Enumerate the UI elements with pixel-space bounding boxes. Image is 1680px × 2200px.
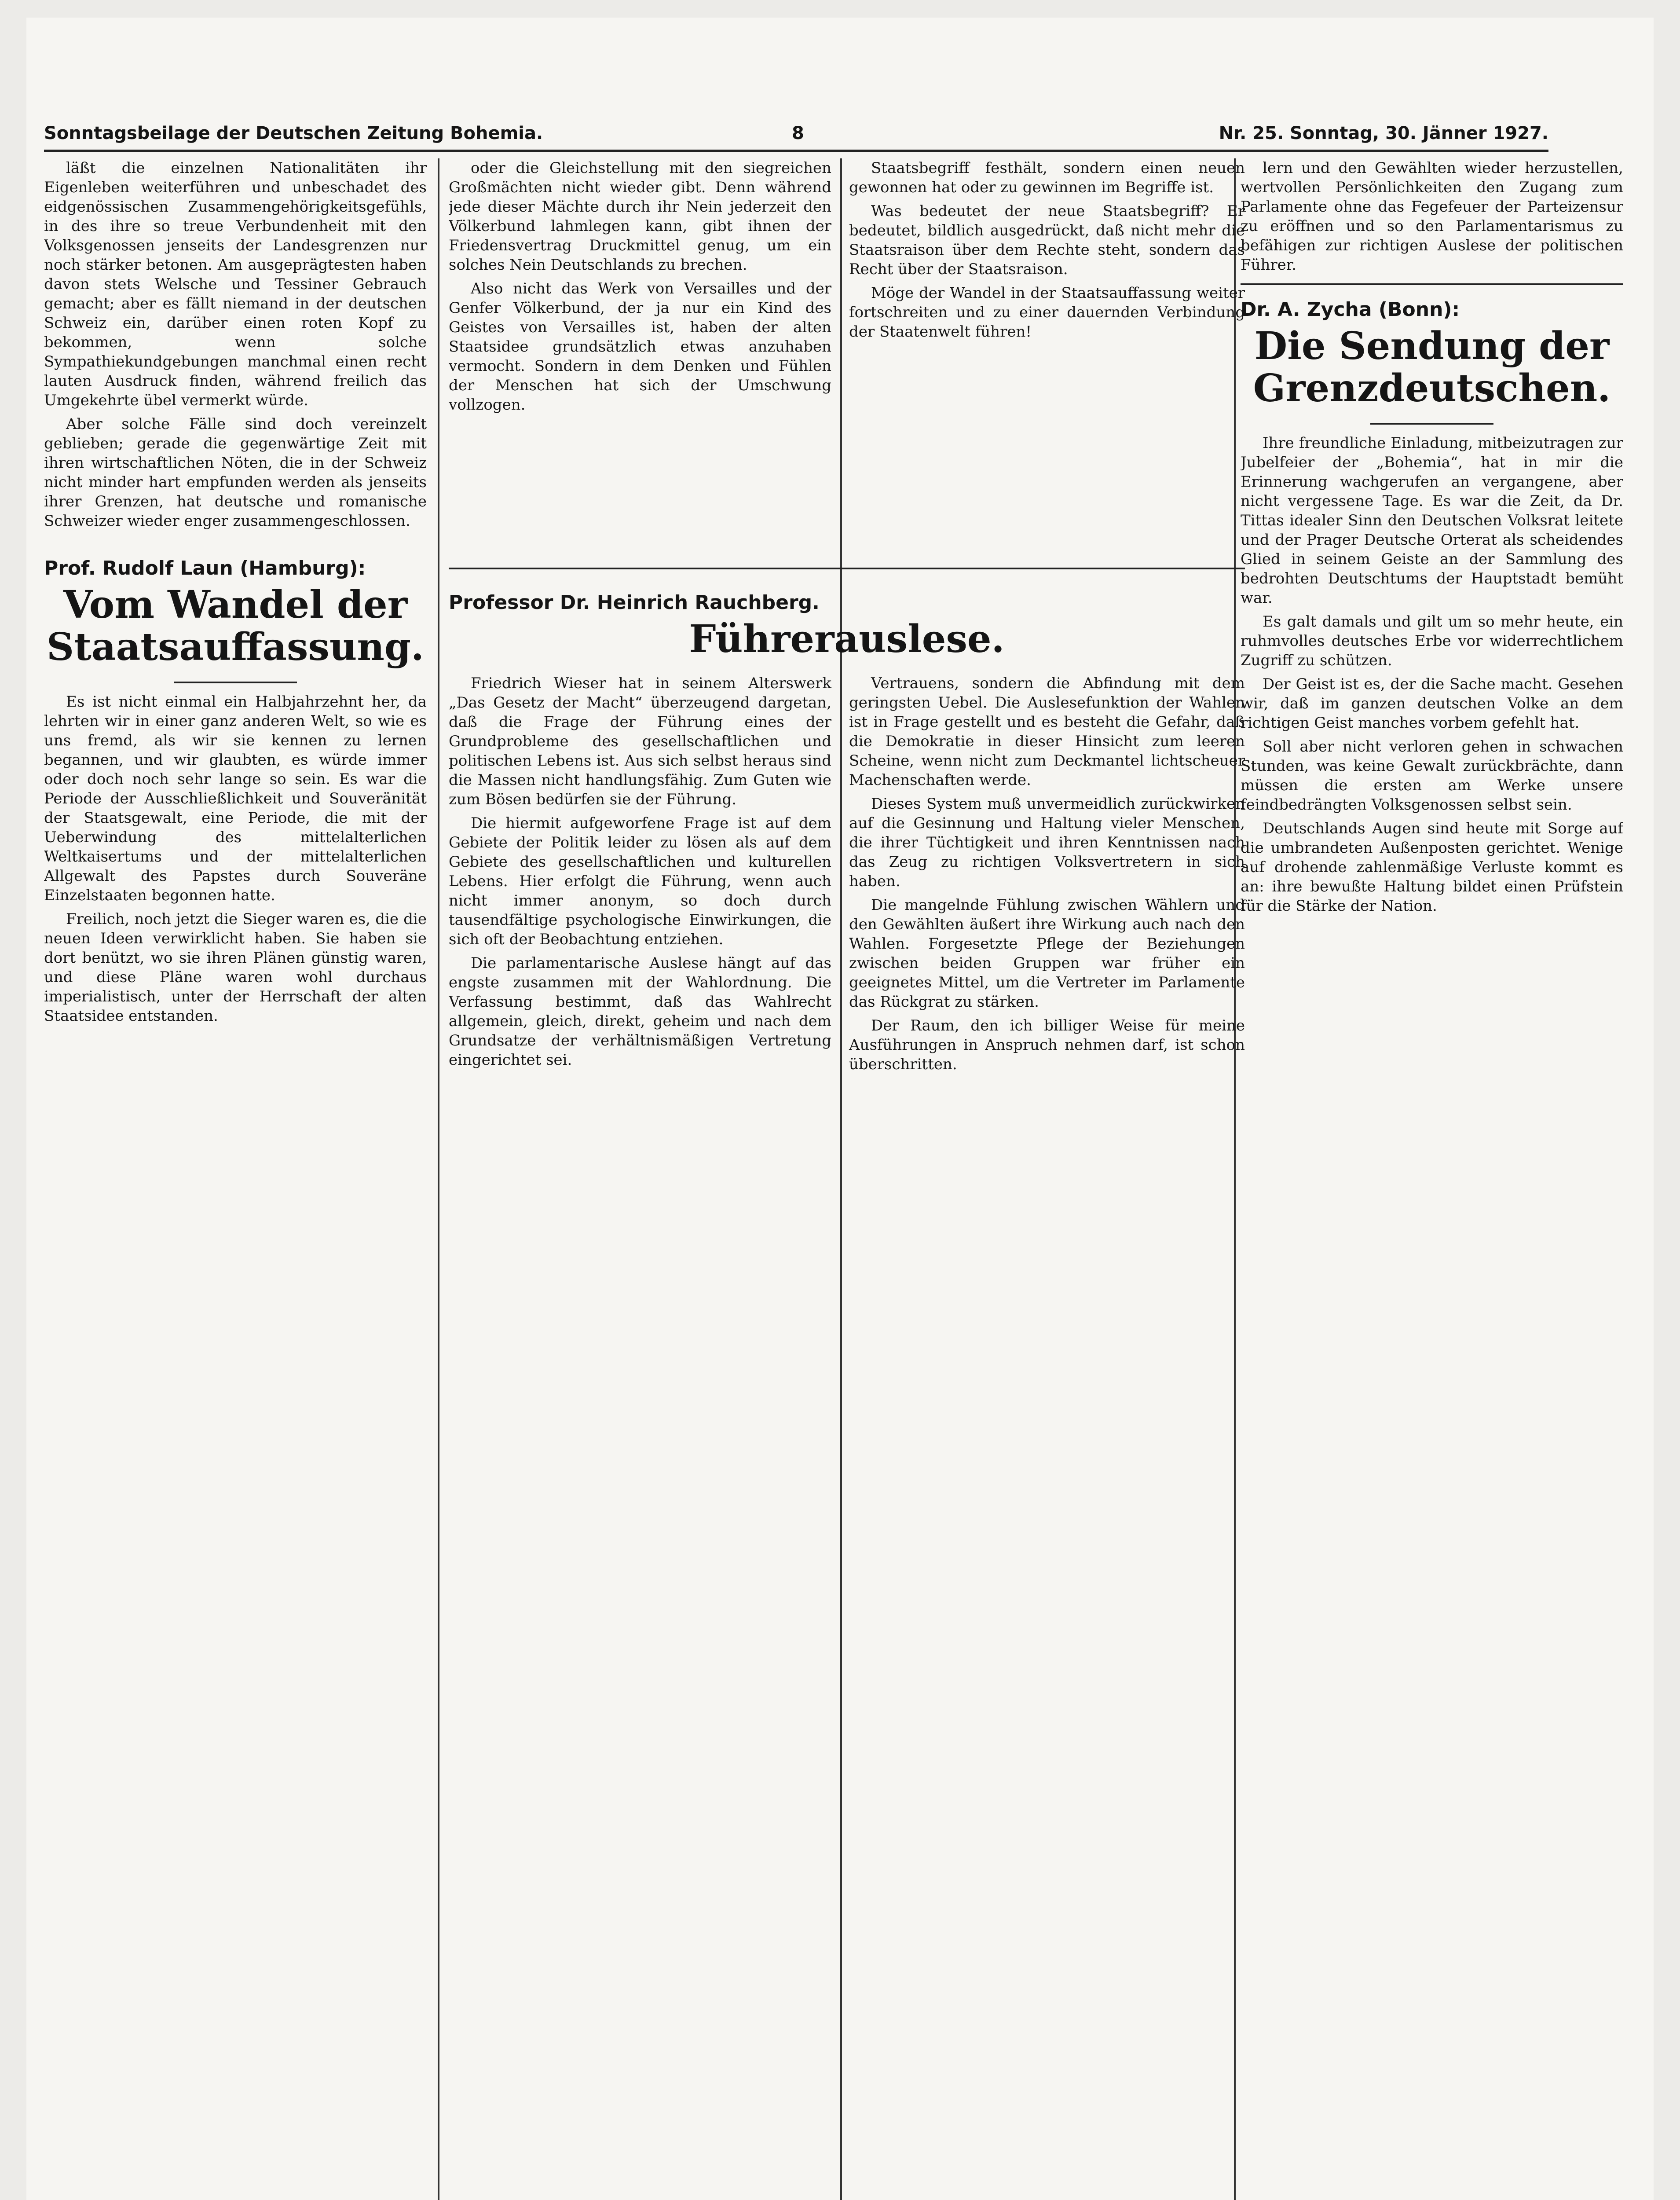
- page-header: [44, 119, 1548, 152]
- column-1: [44, 158, 427, 2200]
- article-paragraph: Soll aber nicht verloren gehen in schwachen Stunden, was keine Gewalt zurückbrächte, dann müssen die ersten am Werke unsere feindbedrängten Volksgenossen selbst sein.: [1241, 738, 1623, 814]
- article-paragraph: lern und den Gewählten wieder herzustellen, wertvollen Persönlichkeiten den Zugang zum Parlamente ohne das Fegefeuer der Parteizensur zu eröffnen und so den Parlamentarismus zu befähigen zur richtigen Auslese der politischen Führer.: [1241, 159, 1623, 274]
- article-paragraph: Also nicht das Werk von Versailles und der Genfer Völkerbund, der ja nur ein Kind des Geistes von Versailles ist, haben der alten Staatsidee grundsätzlich etwas anzuhaben vermocht. Sondern in dem Denken und Fühlen der Menschen hat sich der Umschwung vollzogen.: [449, 280, 831, 414]
- article-paragraph: Die hiermit aufgeworfene Frage ist auf dem Gebiete der Politik leider zu lösen als auf dem Gebiete des gesellschaftlichen und kulturellen Lebens. Hier erfolgt die Führung, wenn auch nicht immer anonym, so doch durch tausendfältige psychologische Einwirkungen, die sich oft der Beobachtung entziehen.: [449, 814, 831, 948]
- article-body: [449, 674, 1245, 1078]
- article-paragraph: Friedrich Wieser hat in seinem Alterswerk „Das Gesetz der Macht“ überzeugend dargetan, daß die Frage der Führung eines der Grundprobleme des gesellschaftlichen und politischen Lebens ist. Aus sich selbst heraus sind die Massen nicht handlungsfähig. Zum Guten wie zum Bösen bedürfen sie der Führung.: [449, 675, 831, 808]
- header-page-number: 8: [792, 123, 804, 143]
- article-paragraph: Der Raum, den ich billiger Weise für meine Ausführungen in Anspruch nehmen darf, ist schon überschritten.: [849, 1017, 1245, 1073]
- article-headline: Führerauslese.: [689, 617, 1005, 661]
- author-line: Professor Dr. Heinrich Rauchberg.: [449, 591, 820, 614]
- column-4: [1241, 158, 1623, 2200]
- article-paragraph: Vertrauens, sondern die Abfindung mit dem geringsten Uebel. Die Auslesefunktion der Wahlen ist in Frage gestellt und es besteht die Gefahr, daß die Demokratie in dieser Hinsicht zum leeren Scheine, wenn nicht zum Deckmantel lichtscheuer Machenschaften werde.: [849, 675, 1245, 789]
- author-line: Prof. Rudolf Laun (Hamburg):: [44, 557, 366, 579]
- article-paragraph: Dieses System muß unvermeidlich zurückwirken auf die Gesinnung und Haltung vieler Menschen, die ihrer Tüchtigkeit und ihren Kenntnissen nach das Zeug zu richtigen Volksvertretern in sich haben.: [849, 795, 1245, 890]
- article-paragraph: Es galt damals und gilt um so mehr heute, ein ruhmvolles deutsches Erbe vor widerrechtlichem Zugriff zu schützen.: [1241, 613, 1623, 669]
- article-paragraph: Aber solche Fälle sind doch vereinzelt geblieben; gerade die gegenwärtige Zeit mit ihren wirtschaftlichen Nöten, die in der Schweiz nicht minder hart empfunden werden als jenseits ihrer Grenzen, hat deutsche und romanische Schweizer wieder enger zusammengeschlossen.: [44, 415, 427, 530]
- article-paragraph: Deutschlands Augen sind heute mit Sorge auf die umbrandeten Außenposten gerichtet. Wenige auf drohende zahlenmäßige Verluste kommt es an: ihre bewußte Haltung bildet einen Prüfstein für die Stärke der Nation.: [1241, 820, 1623, 915]
- column-rule: [438, 158, 439, 2200]
- article-paragraph: Der Geist ist es, der die Sache macht. Gesehen wir, daß im ganzen deutschen Volke an dem richtigen Geist manches vorbem gefehlt hat.: [1241, 675, 1623, 732]
- headline-rule: [174, 682, 297, 683]
- newspaper-page: [26, 18, 1654, 2200]
- article-divider: [449, 568, 1245, 578]
- article-paragraph: Freilich, noch jetzt die Sieger waren es, die die neuen Ideen verwirklicht haben. Sie haben sie dort benützt, wo sie ihren Plänen günstig waren, und diese Pläne waren wohl durchaus imperialistisch, unter der Herrschaft der alten Staatsidee entstanden.: [44, 910, 427, 1025]
- article-paragraph: Es ist nicht einmal ein Halbjahrzehnt her, da lehrten wir in einer ganz anderen Welt, so wie es uns fremd, als wir sie kennen zu lernen begannen, und wir glaubten, es würde immer oder doch noch sehr lange so sein. Es war die Periode der Ausschließlichkeit und Souveränität der Staatsgewalt, eine Periode, die mit der Ueberwindung des mittelalterlichen Weltkaisertums und der mittelalterlichen Allgewalt des Papstes durch Souveräne Einzelstaaten begonnen hatte.: [44, 693, 427, 904]
- article-paragraph: Die mangelnde Fühlung zwischen Wählern und den Gewählten äußert ihre Wirkung auch nach den Wahlen. Forgesetzte Pflege der Beziehungen zwischen beiden Gruppen war früher ein geeignetes Mittel, um die Vertreter im Parlamente das Rückgrat zu stärken.: [849, 896, 1245, 1011]
- article-column-left: [449, 674, 831, 1078]
- article-paragraph: Möge der Wandel in der Staatsauffassung weiter fortschreiten und zu einer dauernden Verbindung der Staatenwelt führen!: [849, 284, 1245, 341]
- header-issue-date: Nr. 25. Sonntag, 30. Jänner 1927.: [1219, 123, 1548, 143]
- article-paragraph: oder die Gleichstellung mit den siegreichen Großmächten nicht wieder gibt. Denn während jede dieser Mächte durch ihr Nein jederzeit den Völkerbund lahmlegen kann, gibt ihnen der Friedensvertrag Druckmittel genug, um ein solches Nein Deutschlands zu brechen.: [449, 159, 831, 274]
- article-paragraph: läßt die einzelnen Nationalitäten ihr Eigenleben weiterführen und unbeschadet des eidgenössischen Zusammengehörigkeitsgefühls, in des ihre so treue Verbundenheit mit den Volksgenossen jenseits der Landesgrenzen nur noch stärker betonen. Am ausgeprägtesten haben davon stets Welsche und Tessiner Gebrauch gemacht; aber es fällt niemand in der deutschen Schweiz ein, darüber einen roten Kopf zu bekommen, wenn solche Sympathiekundgebungen manchmal einen recht lauten Ausdruck finden, während freilich das Umgekehrte übel vermerkt würde.: [44, 159, 427, 409]
- header-publication: Sonntagsbeilage der Deutschen Zeitung Bohemia.: [44, 123, 543, 143]
- article-paragraph: Staatsbegriff festhält, sondern einen neuen gewonnen hat oder zu gewinnen im Begriffe ist.: [849, 159, 1245, 196]
- article-paragraph: Die parlamentarische Auslese hängt auf das engste zusammen mit der Wahlordnung. Die Verfassung bestimmt, daß das Wahlrecht allgemein, gleich, direkt, geheim und nach dem Grundsatze der verhältnismäßigen Vertretung eingerichtet sei.: [449, 954, 831, 1069]
- article-fuehrerauslese: [449, 568, 1245, 2200]
- column-3-top: [849, 158, 1245, 554]
- author-line: Dr. A. Zycha (Bonn):: [1241, 298, 1460, 321]
- article-paragraph: Ihre freundliche Einladung, mitbeizutragen zur Jubelfeier der „Bohemia“, hat in mir die Erinnerung wachgerufen an vergangene, aber nicht vergessene Tage. Es war die Zeit, da Dr. Tittas idealer Sinn den Deutschen Volksrat leitete und der Prager Deutsche Orterat als scheidendes Glied in seinem Geiste an der Sammlung des bedrohten Deutschtums der Hauptstadt bemüht war.: [1241, 434, 1623, 607]
- article-headline: Vom Wandel der Staatsauffassung.: [47, 583, 424, 669]
- article-divider: [1241, 283, 1623, 285]
- headline-rule: [1370, 423, 1493, 425]
- article-headline: Die Sendung der Grenzdeutschen.: [1253, 324, 1611, 411]
- article-paragraph: Was bedeutet der neue Staatsbegriff? Er bedeutet, bildlich ausgedrückt, daß nicht mehr die Staatsraison über dem Rechte steht, sondern das Recht über der Staatsraison.: [849, 202, 1245, 278]
- article-column-right: [849, 674, 1245, 1078]
